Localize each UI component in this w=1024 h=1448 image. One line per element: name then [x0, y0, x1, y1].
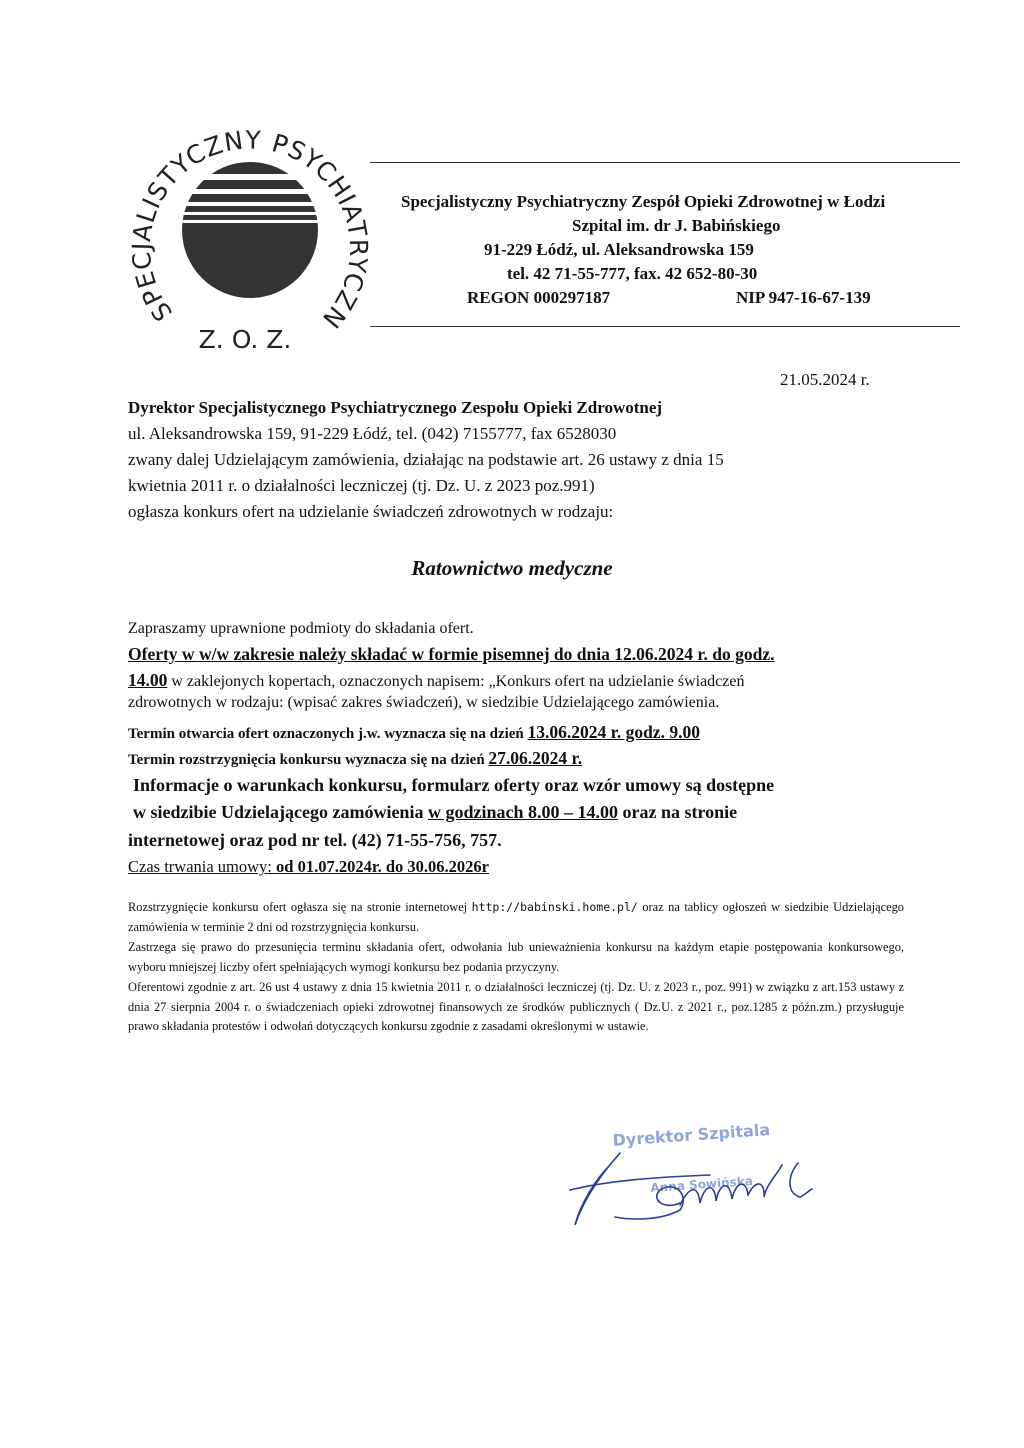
- header-address: 91-229 Łódź, ul. Aleksandrowska 159: [484, 240, 754, 259]
- info-line-1: Informacje o warunkach konkursu, formularz oferty oraz wzór umowy są dostępne: [133, 775, 775, 795]
- duration-value: od 01.07.2024r. do 30.06.2026r: [276, 857, 490, 876]
- intro-legal-basis-1: zwany dalej Udzielającym zamówienia, działając na podstawie art. 26 ustawy z dnia 15: [128, 450, 724, 469]
- info-line-3: internetowej oraz pod nr tel. (42) 71-55-756, 757.: [128, 830, 502, 850]
- offers-envelopes-2: zdrowotnych w rodzaju: (wpisać zakres świadczeń), w siedzibie Udzielającego zamówienia.: [128, 694, 720, 711]
- header-regon: REGON 000297187: [467, 288, 611, 307]
- intro-address: ul. Aleksandrowska 159, 91-229 Łódź, tel. (042) 7155777, fax 6528030: [128, 424, 617, 443]
- intro-legal-basis-2: kwietnia 2011 r. o działalności leczniczej (tj. Dz. U. z 2023 poz.991): [128, 476, 595, 495]
- opening-label: Termin otwarcia ofert oznaczonych j.w. wyznacza się na dzień: [128, 726, 528, 742]
- notes-reservation: Zastrzega się prawo do przesunięcia terminu składania ofert, odwołania lub unieważnienia konkursu na każdym etapie postępowania konkursowego, wyboru mniejszej liczby ofert spełniających wymogi konkursu bez podania przyczyny.: [128, 940, 904, 974]
- offers-deadline-time: 14.00: [128, 670, 168, 690]
- offers-envelopes-text: w zaklejonych kopertach, oznaczonych napisem: „Konkurs ofert na udzielanie świadczeń: [167, 673, 745, 690]
- resolution-value: 27.06.2024 r.: [488, 748, 583, 768]
- logo-arc-text: SPECJALISTYCZNY PSYCHIAT YCZN: [126, 125, 370, 335]
- website-link[interactable]: http://babinski.home.pl/: [471, 900, 638, 914]
- info-hours: w godzinach 8.00 – 14.00: [427, 802, 618, 822]
- logo-bottom-text: Z. O. Z.: [198, 325, 292, 354]
- info-line-2: [133, 802, 737, 823]
- contest-title: Ratownictwo medyczne: [411, 556, 613, 580]
- logo: [120, 120, 370, 360]
- duration-label: Czas trwania umowy:: [128, 857, 277, 876]
- offers-envelopes: [128, 670, 744, 691]
- header-phone-fax: tel. 42 71-55-777, fax. 42 652-80-30: [507, 264, 758, 283]
- info-website: oraz na stronie: [617, 802, 738, 822]
- header-hospital-name: Szpital im. dr J. Babińskiego: [572, 216, 781, 235]
- stamp-name: Anna Sowińska: [650, 1173, 754, 1195]
- stamp-title: Dyrektor Szpitala: [612, 1119, 771, 1150]
- opening-value: 13.06.2024 r. godz. 9.00: [527, 722, 700, 742]
- logo-emblem: [120, 120, 370, 360]
- info-location: w siedzibie Udzielającego zamówienia: [133, 802, 428, 822]
- contract-duration: [128, 857, 489, 877]
- notes-resolution: [128, 898, 904, 937]
- header-top-rule: [370, 162, 960, 163]
- handwritten-signature: [550, 1125, 830, 1235]
- header-institution-name: Specjalistyczny Psychiatryczny Zespół Opieki Zdrowotnej w Łodzi: [401, 192, 886, 211]
- header-bottom-rule: [370, 326, 960, 327]
- invite-text: Zapraszamy uprawnione podmioty do składania ofert.: [128, 620, 474, 637]
- resolution-date: [128, 748, 582, 769]
- opening-date: [128, 722, 700, 743]
- notes-resolution-text: Rozstrzygnięcie konkursu ofert ogłasza się na stronie internetowej: [128, 900, 472, 914]
- intro-director: Dyrektor Specjalistycznego Psychiatrycznego Zespołu Opieki Zdrowotnej: [128, 398, 663, 417]
- intro-announcement: ogłasza konkurs ofert na udzielanie świadczeń zdrowotnych w rodzaju:: [128, 502, 614, 521]
- notes-resolution-text-2: oraz na tablicy ogłoszeń w siedzibie Udzielającego zamówienia w terminie 2 dni od rozstrzygnięcia konkursu.: [128, 900, 904, 934]
- document-date: 21.05.2024 r.: [780, 370, 870, 389]
- offers-deadline: Oferty w w/w zakresie należy składać w formie pisemnej do dnia 12.06.2024 r. do godz.: [128, 644, 775, 664]
- header-nip: NIP 947-16-67-139: [736, 288, 871, 307]
- notes-protest-rights: Oferentowi zgodnie z art. 26 ust 4 ustawy z dnia 15 kwietnia 2011 r. o działalności leczniczej (tj. Dz. U. z 2023 r., poz. 991) w związku z art.153 ustawy z dnia 27 sierpnia 2004 r. o świadczeniach opieki zdrowotnej finansowych ze środków publicznych ( Dz.U. z 2021 r., poz.1285 z późn.zm.) przysługuje prawo składania protestów i odwołań dotyczących konkursu zgodnie z zasadami określonymi w ustawie.: [128, 980, 904, 1033]
- resolution-label: Termin rozstrzygnięcia konkursu wyznacza się na dzień: [128, 752, 489, 768]
